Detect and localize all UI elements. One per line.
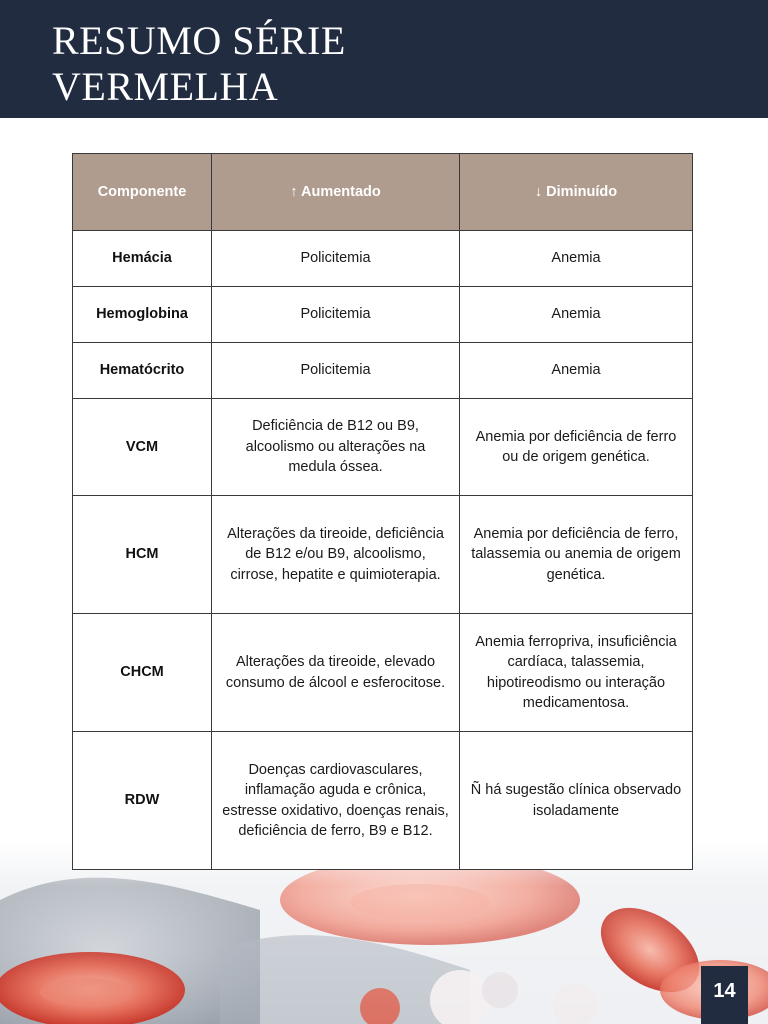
row-diminuido: Anemia por deficiência de ferro, talassemia ou anemia de origem genética. [460, 496, 693, 614]
row-aumentado: Policitemia [212, 343, 460, 399]
row-diminuido: Anemia ferropriva, insuficiência cardíaca, talassemia, hipotireodismo ou interação medicamentosa. [460, 614, 693, 732]
red-series-table-container [72, 153, 692, 870]
title-line-1: RESUMO SÉRIE [52, 18, 346, 63]
table-header-row [73, 154, 693, 231]
table-row [73, 732, 693, 870]
row-componente: RDW [73, 732, 212, 870]
row-aumentado: Doenças cardiovasculares, inflamação aguda e crônica, estresse oxidativo, doenças renais, deficiência de ferro, B9 e B12. [212, 732, 460, 870]
page-title [52, 18, 346, 110]
title-line-2: VERMELHA [52, 64, 279, 109]
row-diminuido: Anemia [460, 287, 693, 343]
header-diminuido: ↓ Diminuído [460, 154, 693, 231]
row-componente: CHCM [73, 614, 212, 732]
red-series-table [72, 153, 693, 870]
row-componente: HCM [73, 496, 212, 614]
header-aumentado: ↑ Aumentado [212, 154, 460, 231]
row-aumentado: Deficiência de B12 ou B9, alcoolismo ou alterações na medula óssea. [212, 399, 460, 496]
row-aumentado: Policitemia [212, 231, 460, 287]
row-diminuido: Ñ há sugestão clínica observado isoladamente [460, 732, 693, 870]
row-diminuido: Anemia por deficiência de ferro ou de origem genética. [460, 399, 693, 496]
row-aumentado: Policitemia [212, 287, 460, 343]
row-componente: Hemácia [73, 231, 212, 287]
row-componente: VCM [73, 399, 212, 496]
table-row [73, 343, 693, 399]
row-aumentado: Alterações da tireoide, deficiência de B12 e/ou B9, alcoolismo, cirrose, hepatite e quimioterapia. [212, 496, 460, 614]
row-componente: Hematócrito [73, 343, 212, 399]
table-row [73, 287, 693, 343]
header-banner [0, 0, 768, 118]
table-row [73, 399, 693, 496]
table-row [73, 614, 693, 732]
row-diminuido: Anemia [460, 231, 693, 287]
row-componente: Hemoglobina [73, 287, 212, 343]
header-componente: Componente [73, 154, 212, 231]
row-diminuido: Anemia [460, 343, 693, 399]
table-row [73, 231, 693, 287]
row-aumentado: Alterações da tireoide, elevado consumo de álcool e esferocitose. [212, 614, 460, 732]
page-number-badge: 14 [701, 966, 748, 1024]
table-row [73, 496, 693, 614]
